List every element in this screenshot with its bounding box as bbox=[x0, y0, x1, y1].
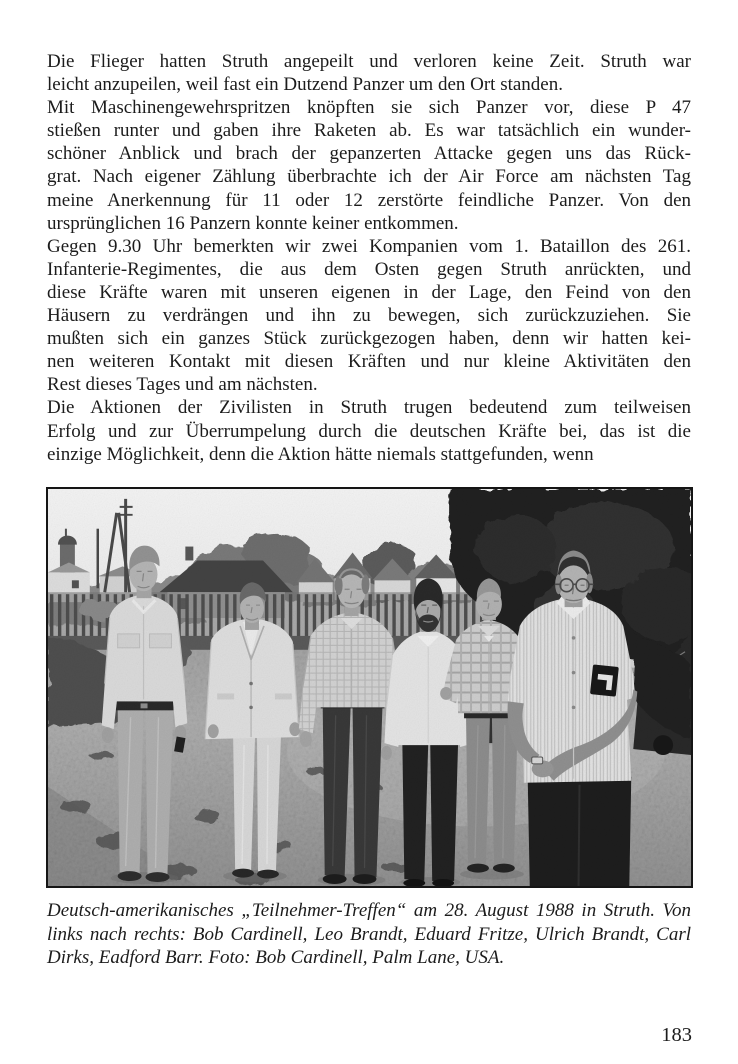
text-line: grat. Nach eigener Zählung überbrachte ich der Air Force am nächsten Tag bbox=[47, 166, 691, 188]
text-line: mußten sich ein ganzes Stück zurückgezogen haben, denn wir hatten kei- bbox=[47, 328, 691, 350]
text-line: diese Kräfte waren mit unseren eigenen in der Lage, den Feind von den bbox=[47, 281, 691, 303]
text-line: Häusern zu verdrängen und ihn zu bewegen, sich zurückzuziehen. Sie bbox=[47, 305, 691, 327]
group-photo-illustration bbox=[48, 489, 691, 886]
body-text bbox=[47, 50, 691, 466]
text-line: Deutsch-amerikanisches „Teilnehmer-Treffen“ am 28. August 1988 in Struth. Von bbox=[47, 900, 691, 921]
page-number: 183 bbox=[661, 1024, 692, 1046]
text-line: Dirks, Eadford Barr. Foto: Bob Cardinell, Palm Lane, USA. bbox=[47, 947, 505, 968]
photo-grain bbox=[48, 489, 691, 886]
text-line: meine Anerkennung für 11 oder 12 zerstörte feindliche Panzer. Von den bbox=[47, 189, 691, 211]
text-line: schöner Anblick und brach der gepanzerten Attacke gegen uns das Rück- bbox=[47, 143, 691, 165]
text-line: Die Flieger hatten Struth angepeilt und verloren keine Zeit. Struth war bbox=[47, 51, 691, 72]
text-line: stießen runter und gaben ihre Raketen ab. Es war tatsächlich ein wunder- bbox=[47, 120, 691, 142]
text-line: Die Aktionen der Zivilisten in Struth trugen bedeutend zum teilweisen bbox=[47, 397, 691, 419]
photo-caption bbox=[47, 899, 691, 970]
text-line: einzige Möglichkeit, denn die Aktion hätte niemals stattgefunden, wenn bbox=[47, 443, 594, 465]
text-line: Infanterie-Regimentes, die aus dem Osten gegen Struth anrückten, und bbox=[47, 258, 691, 280]
text-line: links nach rechts: Bob Cardinell, Leo Brandt, Eduard Fritze, Ulrich Brandt, Carl bbox=[47, 923, 691, 945]
text-line: Rest dieses Tages und am nächsten. bbox=[47, 374, 318, 396]
text-line: Mit Maschinengewehrspritzen knöpften sie sich Panzer vor, diese P 47 bbox=[47, 97, 691, 119]
text-line: Erfolg und zur Überrumpelung durch die deutschen Kräfte bei, das ist die bbox=[47, 420, 691, 442]
text-line: ursprünglichen 16 Panzern konnte keiner entkommen. bbox=[47, 212, 459, 234]
text-line: nen weiteren Kontakt mit diesen Kräften und nur kleine Aktivitäten den bbox=[47, 351, 691, 373]
text-line: Gegen 9.30 Uhr bemerkten wir zwei Kompanien vom 1. Bataillon des 261. bbox=[47, 235, 691, 257]
group-photo bbox=[46, 487, 693, 888]
text-line: leicht anzupeilen, weil fast ein Dutzend Panzer um den Ort standen. bbox=[47, 74, 563, 96]
